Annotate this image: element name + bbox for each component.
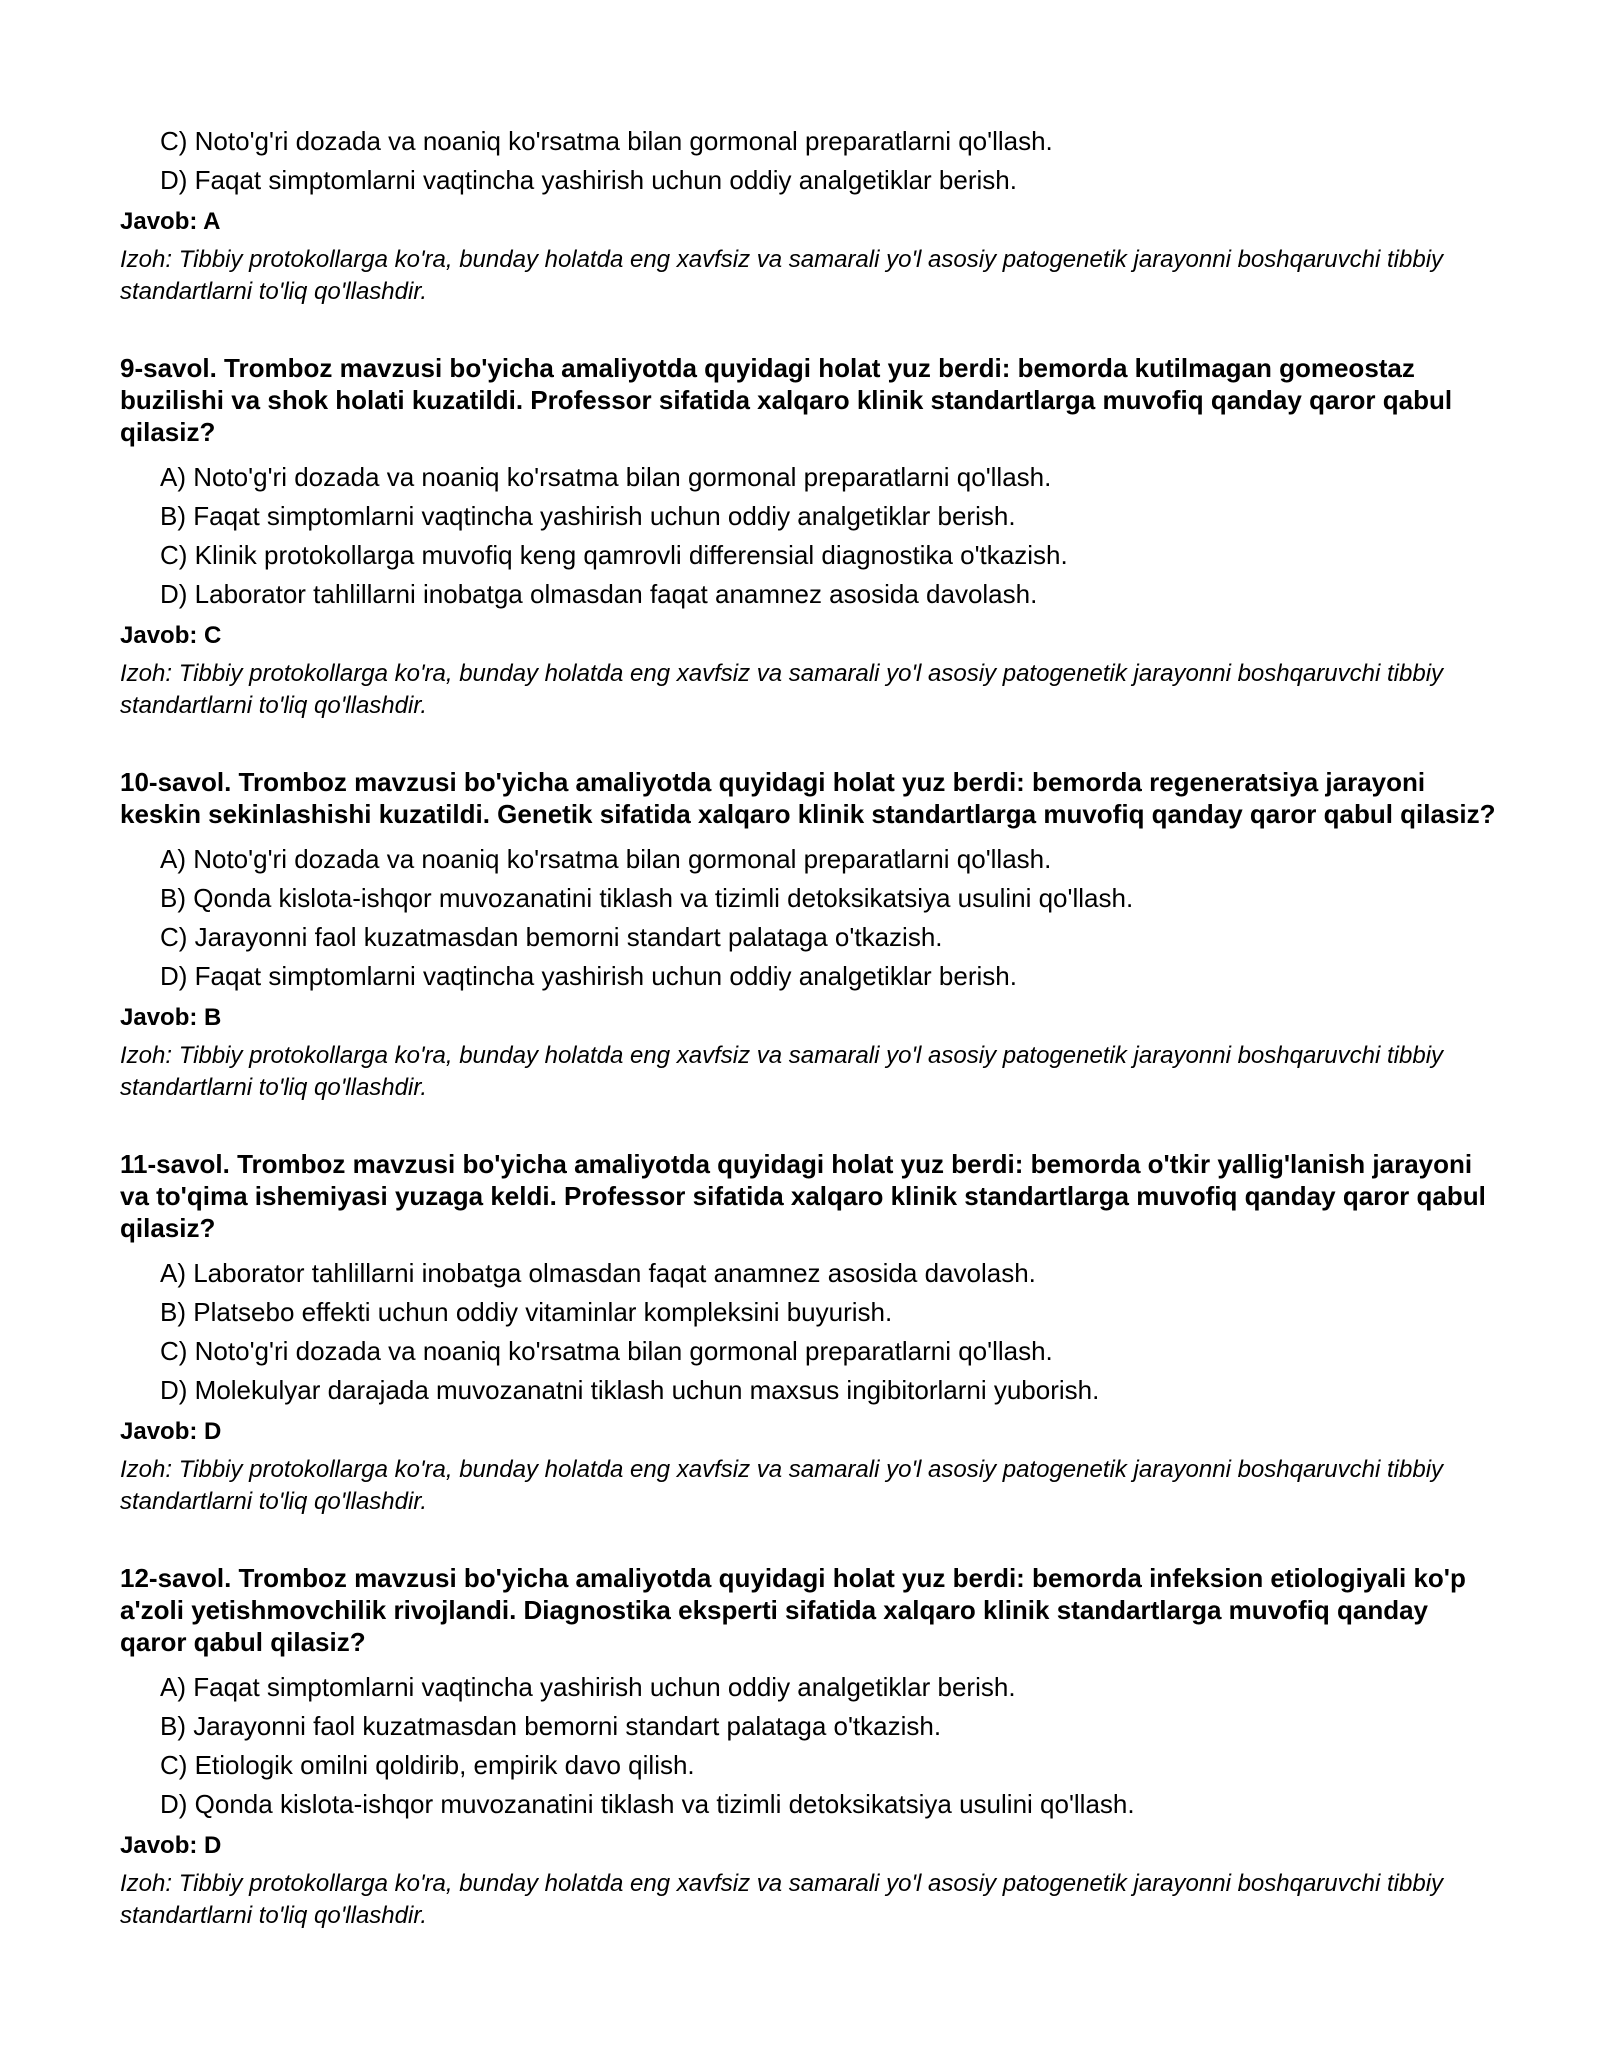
question-text: 9-savol. Tromboz mavzusi bo'yicha amaliyotda quyidagi holat yuz berdi: bemorda kutilmagan gomeostaz buzilishi va shok holati kuzatildi. Professor sifatida xalqaro klinik standartlarga muvofiq qanday qaror qabul qilasiz? [120,353,1453,447]
option-b: B) Jarayonni faol kuzatmasdan bemorni standart palataga o'tkazish. [160,1711,942,1741]
question-block-12 [120,1562,1500,1932]
question-text: 11-savol. Tromboz mavzusi bo'yicha amaliyotda quyidagi holat yuz berdi: bemorda o'tkir yallig'lanish jarayoni va to'qima ishemiyasi yuzaga keldi. Professor sifatida xalqaro klinik standartlarga muvofiq qanday qaror qabul qilasiz? [120,1149,1486,1243]
option-d: D) Molekulyar darajada muvozanatni tiklash uchun maxsus ingibitorlarni yuborish. [160,1375,1100,1405]
option-c: C) Noto'g'ri dozada va noaniq ko'rsatma bilan gormonal preparatlarni qo'llash. [160,1336,1053,1366]
explanation-note: Izoh: Tibbiy protokollarga ko'ra, bunday holatda eng xavfsiz va samarali yo'l asosiy patogenetik jarayonni boshqaruvchi tibbiy standartlarni to'liq qo'llashdir. [120,1870,1444,1929]
option-d: D) Laborator tahlillarni inobatga olmasdan faqat anamnez asosida davolash. [160,579,1038,609]
question-text: 10-savol. Tromboz mavzusi bo'yicha amaliyotda quyidagi holat yuz berdi: bemorda regeneratsiya jarayoni keskin sekinlashishi kuzatildi. Genetik sifatida xalqaro klinik standartlarga muvofiq qanday qaror qabul qilasiz? [120,767,1496,829]
question-text: 12-savol. Tromboz mavzusi bo'yicha amaliyotda quyidagi holat yuz berdi: bemorda infeksion etiologiyali ko'p a'zoli yetishmovchilik rivojlandi. Diagnostika eksperti sifatida xalqaro klinik standartlarga muvofiq qanday qaror qabul qilasiz? [120,1563,1466,1657]
option-c: C) Noto'g'ri dozada va noaniq ko'rsatma bilan gormonal preparatlarni qo'llash. [160,126,1053,156]
question-block-10 [120,766,1500,1104]
question-block-8-continued [120,122,1500,308]
answer: Javob: A [120,208,221,235]
explanation-note: Izoh: Tibbiy protokollarga ko'ra, bunday holatda eng xavfsiz va samarali yo'l asosiy patogenetik jarayonni boshqaruvchi tibbiy standartlarni to'liq qo'llashdir. [120,1456,1444,1515]
option-d: D) Qonda kislota-ishqor muvozanatini tiklash va tizimli detoksikatsiya usulini qo'llash. [160,1789,1135,1819]
answer: Javob: D [120,1418,222,1445]
option-a: A) Laborator tahlillarni inobatga olmasdan faqat anamnez asosida davolash. [160,1258,1036,1288]
option-a: A) Noto'g'ri dozada va noaniq ko'rsatma bilan gormonal preparatlarni qo'llash. [160,462,1052,492]
document-page [120,122,1500,1976]
option-c: C) Jarayonni faol kuzatmasdan bemorni standart palataga o'tkazish. [160,922,943,952]
question-block-11 [120,1148,1500,1518]
explanation-note: Izoh: Tibbiy protokollarga ko'ra, bunday holatda eng xavfsiz va samarali yo'l asosiy patogenetik jarayonni boshqaruvchi tibbiy standartlarni to'liq qo'llashdir. [120,660,1444,719]
option-d: D) Faqat simptomlarni vaqtincha yashirish uchun oddiy analgetiklar berish. [160,165,1017,195]
option-c: C) Etiologik omilni qoldirib, empirik davo qilish. [160,1750,695,1780]
answer: Javob: D [120,1832,222,1859]
option-c: C) Klinik protokollarga muvofiq keng qamrovli differensial diagnostika o'tkazish. [160,540,1068,570]
question-block-9 [120,352,1500,722]
option-a: A) Noto'g'ri dozada va noaniq ko'rsatma bilan gormonal preparatlarni qo'llash. [160,844,1052,874]
option-b: B) Qonda kislota-ishqor muvozanatini tiklash va tizimli detoksikatsiya usulini qo'llash. [160,883,1134,913]
explanation-note: Izoh: Tibbiy protokollarga ko'ra, bunday holatda eng xavfsiz va samarali yo'l asosiy patogenetik jarayonni boshqaruvchi tibbiy standartlarni to'liq qo'llashdir. [120,1042,1444,1101]
explanation-note: Izoh: Tibbiy protokollarga ko'ra, bunday holatda eng xavfsiz va samarali yo'l asosiy patogenetik jarayonni boshqaruvchi tibbiy standartlarni to'liq qo'llashdir. [120,246,1444,305]
answer: Javob: C [120,622,222,649]
option-d: D) Faqat simptomlarni vaqtincha yashirish uchun oddiy analgetiklar berish. [160,961,1017,991]
option-a: A) Faqat simptomlarni vaqtincha yashirish uchun oddiy analgetiklar berish. [160,1672,1016,1702]
answer: Javob: B [120,1004,222,1031]
option-b: B) Platsebo effekti uchun oddiy vitaminlar kompleksini buyurish. [160,1297,893,1327]
option-b: B) Faqat simptomlarni vaqtincha yashirish uchun oddiy analgetiklar berish. [160,501,1016,531]
